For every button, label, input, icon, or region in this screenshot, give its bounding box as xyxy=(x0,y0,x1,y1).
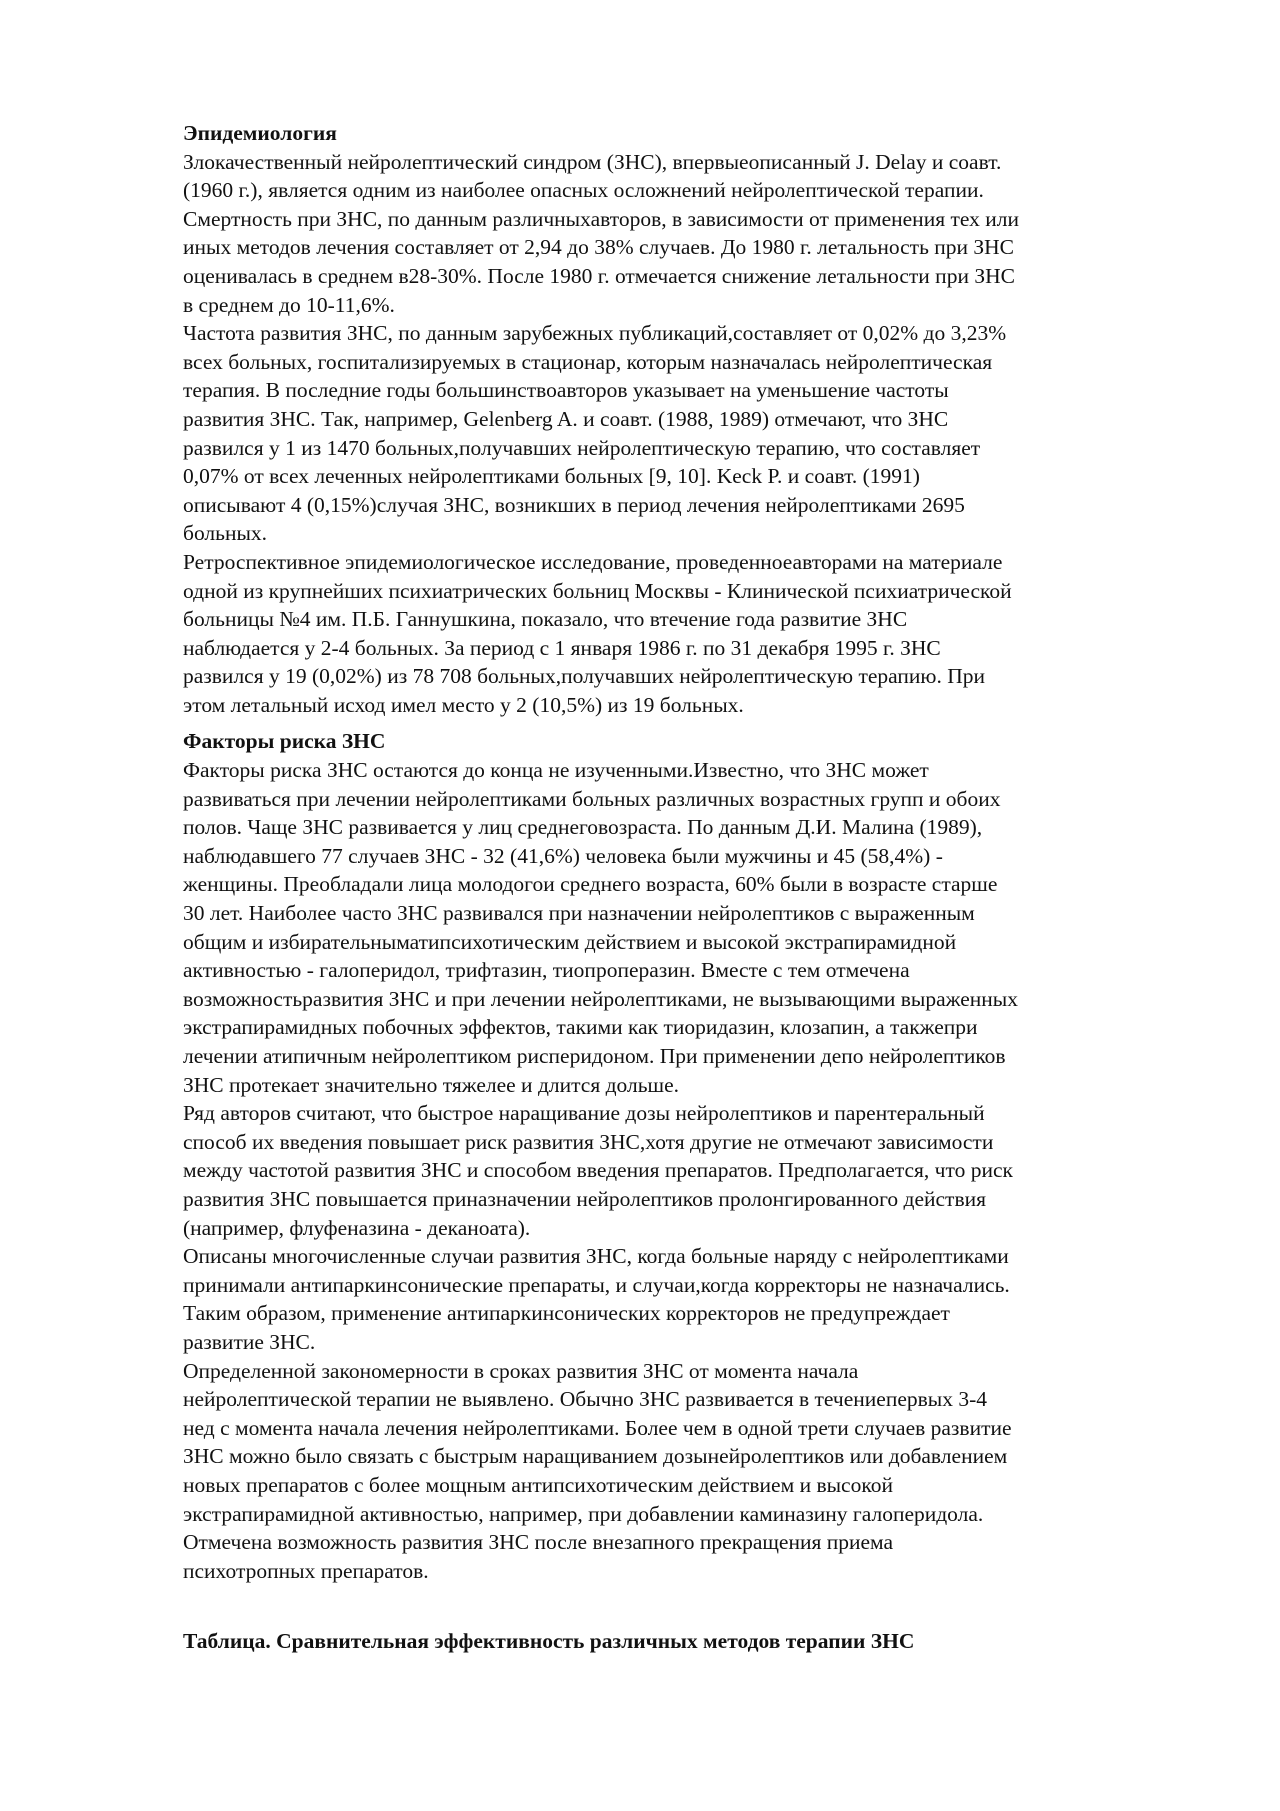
paragraph xyxy=(183,1357,1198,1586)
text-line: Частота развития ЗНС, по данным зарубежных публикаций,составляет от 0,02% до 3,23% xyxy=(183,321,1007,346)
text-line: Ретроспективное эпидемиологическое исследование, проведенноеавторами на материале xyxy=(183,549,1003,574)
text-line: Ряд авторов считают, что быстрое наращивание дозы нейролептиков и парентеральный xyxy=(183,1101,985,1126)
text-line: ЗНС можно было связать с быстрым наращиванием дозынейролептиков или добавлением xyxy=(183,1444,1008,1469)
paragraph xyxy=(183,1242,1198,1356)
table-title: Таблица. Сравнительная эффективность различных методов терапии ЗНС xyxy=(183,1629,915,1654)
text-line: лечении атипичным нейролептиком рисперидоном. При применении депо нейролептиков xyxy=(183,1044,1006,1068)
text-line: наблюдается у 2-4 больных. За период с 1 января 1986 г. по 31 декабря 1995 г. ЗНС xyxy=(183,635,941,660)
text-line: активностью - галоперидол, трифтазин, тиопроперазин. Вместе с тем отмечена xyxy=(183,958,910,983)
text-line: Описаны многочисленные случаи развития ЗНС, когда больные наряду с нейролептиками xyxy=(183,1244,1009,1269)
text-line: развития ЗНС. Так, например, Gelenberg A. и соавт. (1988, 1989) отмечают, что ЗНС xyxy=(183,406,949,431)
text-line: всех больных, госпитализируемых в стационар, которым назначалась нейролептическая xyxy=(183,349,993,374)
text-line: экстрапирамидных побочных эффектов, такими как тиоридазин, клозапин, а такжепри xyxy=(183,1015,978,1040)
paragraph xyxy=(183,1099,1198,1242)
document-page xyxy=(183,119,1198,1656)
text-line: Таким образом, применение антипаркинсонических корректоров не предупреждает xyxy=(183,1301,950,1326)
text-line: одной из крупнейших психиатрических больниц Москвы - Клинической психиатрической xyxy=(183,578,1012,603)
text-line: описывают 4 (0,15%)случая ЗНС, возникших в период лечения нейролептиками 2695 xyxy=(183,492,965,517)
text-line: 0,07% от всех леченных нейролептиками больных [9, 10]. Keck P. и соавт. (1991) xyxy=(183,464,920,489)
heading-risk-factors: Факторы риска ЗНС xyxy=(183,729,386,754)
section-epidemiology xyxy=(183,148,1198,720)
text-line: наблюдавшего 77 случаев ЗНС - 32 (41,6%) человека были мужчины и 45 (58,4%) - xyxy=(183,843,943,868)
paragraph xyxy=(183,148,1198,320)
text-line: Злокачественный нейролептический синдром (ЗНС), впервыеописанный J. Delay и соавт. xyxy=(183,149,1002,174)
text-line: возможностьразвития ЗНС и при лечении нейролептиками, не вызывающими выраженных xyxy=(183,986,1018,1011)
section-risk-factors xyxy=(183,756,1198,1585)
text-line: иных методов лечения составляет от 2,94 до 38% случаев. До 1980 г. летальность при ЗНС xyxy=(183,235,1015,260)
text-line: развиваться при лечении нейролептиками больных различных возрастных групп и обоих xyxy=(183,786,1001,811)
text-line: ЗНС протекает значительно тяжелее и длится дольше. xyxy=(183,1072,679,1097)
text-line: экстрапирамидной активностью, например, при добавлении каминазину галоперидола. xyxy=(183,1501,984,1526)
paragraph xyxy=(183,319,1198,548)
text-line: (1960 г.), является одним из наиболее опасных осложнений нейролептической терапии. xyxy=(183,178,984,203)
text-line: развился у 1 из 1470 больных,получавших нейролептическую терапию, что составляет xyxy=(183,435,981,460)
paragraph xyxy=(183,756,1198,1099)
text-line: терапия. В последние годы большинствоавторов указывает на уменьшение частоты xyxy=(183,378,949,403)
text-line: психотропных препаратов. xyxy=(183,1558,429,1583)
text-line: развитие ЗНС. xyxy=(183,1329,316,1354)
text-line: (например, флуфеназина - деканоата). xyxy=(183,1215,531,1240)
heading-epidemiology: Эпидемиология xyxy=(183,121,337,145)
text-line: новых препаратов с более мощным антипсихотическим действием и высокой xyxy=(183,1472,893,1497)
text-line: нейролептической терапии не выявлено. Обычно ЗНС развивается в течениепервых 3-4 xyxy=(183,1387,988,1412)
paragraph xyxy=(183,548,1198,720)
text-line: Определенной закономерности в сроках развития ЗНС от момента начала xyxy=(183,1358,859,1383)
text-line: между частотой развития ЗНС и способом введения препаратов. Предполагается, что риск xyxy=(183,1158,1013,1183)
text-line: в среднем до 10-11,6%. xyxy=(183,292,395,317)
text-line: способ их введения повышает риск развития ЗНС,хотя другие не отмечают зависимости xyxy=(183,1129,994,1154)
text-line: развился у 19 (0,02%) из 78 708 больных,получавших нейролептическую терапию. При xyxy=(183,664,986,689)
text-line: этом летальный исход имел место у 2 (10,5%) из 19 больных. xyxy=(183,692,744,717)
text-line: больницы №4 им. П.Б. Ганнушкина, показало, что втечение года развитие ЗНС xyxy=(183,607,908,632)
text-line: нед с момента начала лечения нейролептиками. Более чем в одной трети случаев развитие xyxy=(183,1415,1012,1440)
text-line: развития ЗНС повышается приназначении нейролептиков пролонгированного действия xyxy=(183,1186,986,1211)
text-line: Факторы риска ЗНС остаются до конца не изученными.Известно, что ЗНС может xyxy=(183,758,929,783)
text-line: Смертность при ЗНС, по данным различныхавторов, в зависимости от применения тех или xyxy=(183,206,1019,231)
text-line: Отмечена возможность развития ЗНС после внезапного прекращения приема xyxy=(183,1530,894,1555)
text-line: больных. xyxy=(183,521,268,546)
text-line: общим и избирательныматипсихотическим действием и высокой экстрапирамидной xyxy=(183,929,957,954)
text-line: полов. Чаще ЗНС развивается у лиц среднеговозраста. По данным Д.И. Малина (1989), xyxy=(183,815,983,840)
text-line: принимали антипаркинсонические препараты, и случаи,когда корректоры не назначались. xyxy=(183,1272,1010,1297)
text-line: оценивалась в среднем в28-30%. После 1980 г. отмечается снижение летальности при ЗНС xyxy=(183,263,1015,288)
text-line: женщины. Преобладали лица молодогои среднего возраста, 60% были в возрасте старше xyxy=(183,872,998,897)
text-line: 30 лет. Наиболее часто ЗНС развивался при назначении нейролептиков с выраженным xyxy=(183,901,975,926)
